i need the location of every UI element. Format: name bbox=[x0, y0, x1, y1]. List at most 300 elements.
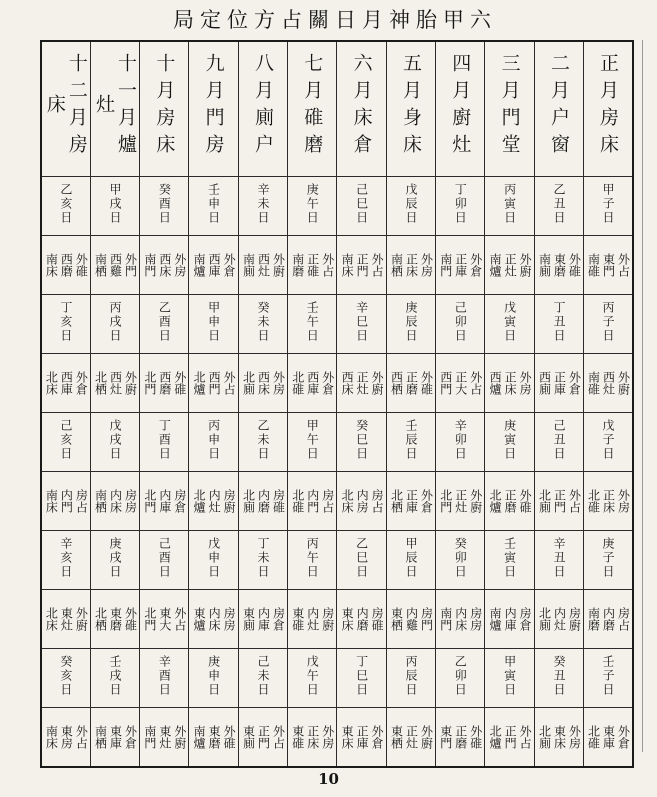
day-label: 庚申日 bbox=[206, 655, 221, 697]
gods-line: 北廁 bbox=[241, 489, 256, 513]
gods-line: 南廁 bbox=[537, 253, 552, 277]
day-cell bbox=[584, 649, 633, 708]
gods-line: 正碓 bbox=[305, 253, 320, 277]
gods-line: 南廁 bbox=[241, 253, 256, 277]
gods-line: 内雞 bbox=[404, 607, 419, 631]
day-label: 丁卯日 bbox=[453, 183, 468, 225]
gods-line: 西庫 bbox=[59, 371, 74, 395]
day-label: 乙亥日 bbox=[58, 183, 73, 225]
gods-line: 西庫 bbox=[305, 371, 320, 395]
day-cell bbox=[337, 649, 386, 708]
gods-line: 北爐 bbox=[488, 489, 503, 513]
day-cell bbox=[41, 177, 90, 236]
gods-line: 内門 bbox=[305, 489, 320, 513]
gods-line: 房碓 bbox=[370, 607, 385, 631]
gods-cell bbox=[238, 708, 287, 768]
gods-cell bbox=[584, 708, 633, 768]
gods-line: 外占 bbox=[74, 725, 89, 749]
gods-cell bbox=[386, 590, 435, 649]
gods-line: 東灶 bbox=[59, 607, 74, 631]
gods-lines bbox=[42, 253, 90, 277]
day-label: 壬申日 bbox=[206, 183, 221, 225]
gods-cell bbox=[41, 236, 90, 295]
gods-lines bbox=[91, 253, 139, 277]
gods-line: 内床 bbox=[108, 489, 123, 513]
day-label: 庚子日 bbox=[601, 537, 616, 579]
gods-lines bbox=[535, 371, 583, 395]
gods-line: 東碓 bbox=[290, 607, 305, 631]
month-label: 八月廁户 bbox=[251, 53, 274, 161]
gods-line: 南碓 bbox=[586, 371, 601, 395]
month-header-cell bbox=[238, 41, 287, 177]
gods-line: 房碓 bbox=[271, 489, 286, 513]
gods-lines bbox=[42, 725, 90, 749]
gods-line: 東門 bbox=[438, 725, 453, 749]
day-cell bbox=[288, 649, 337, 708]
day-label: 辛酉日 bbox=[157, 655, 172, 697]
gods-cell bbox=[337, 708, 386, 768]
day-label: 乙丑日 bbox=[551, 183, 566, 225]
day-cell bbox=[189, 177, 238, 236]
gods-line: 北門 bbox=[438, 489, 453, 513]
month-header-cell bbox=[436, 41, 485, 177]
month-label: 十二月房床 bbox=[43, 53, 88, 161]
gods-lines bbox=[239, 253, 287, 277]
day-cell bbox=[189, 531, 238, 590]
day-label: 壬戌日 bbox=[107, 655, 122, 697]
gods-line: 外倉 bbox=[616, 725, 631, 749]
day-cell bbox=[140, 177, 189, 236]
day-label: 癸巳日 bbox=[354, 419, 369, 461]
day-cell bbox=[41, 413, 90, 472]
gods-cell bbox=[436, 472, 485, 531]
gods-line: 正門 bbox=[355, 253, 370, 277]
gods-lines bbox=[584, 253, 632, 277]
gods-cell bbox=[189, 472, 238, 531]
gods-line: 西廁 bbox=[537, 371, 552, 395]
gods-line: 外廚 bbox=[518, 253, 533, 277]
day-cell bbox=[140, 531, 189, 590]
gods-cell bbox=[41, 708, 90, 768]
day-cell bbox=[337, 295, 386, 354]
gods-line: 北爐 bbox=[192, 371, 207, 395]
page-title: 局定位方占關日月神胎甲六 bbox=[173, 8, 497, 32]
day-cell bbox=[386, 413, 435, 472]
gods-cell bbox=[337, 236, 386, 295]
gods-cell bbox=[90, 354, 139, 413]
day-row bbox=[41, 295, 633, 354]
gods-line: 北爐 bbox=[488, 725, 503, 749]
day-label: 辛未日 bbox=[255, 183, 270, 225]
gods-line: 房房 bbox=[222, 607, 237, 631]
day-cell bbox=[485, 295, 534, 354]
day-label: 壬子日 bbox=[601, 655, 616, 697]
gods-line: 外碓 bbox=[518, 489, 533, 513]
day-label: 乙卯日 bbox=[453, 655, 468, 697]
day-label: 癸亥日 bbox=[58, 655, 73, 697]
gods-line: 外廚 bbox=[468, 489, 483, 513]
day-label: 丁未日 bbox=[255, 537, 270, 579]
gods-line: 南爐 bbox=[488, 607, 503, 631]
gods-lines bbox=[189, 489, 237, 513]
gods-line: 外倉 bbox=[468, 253, 483, 277]
month-header-cell bbox=[584, 41, 633, 177]
day-label: 甲戌日 bbox=[107, 183, 122, 225]
gods-line: 南門 bbox=[142, 725, 157, 749]
gods-lines bbox=[337, 607, 385, 631]
gods-lines bbox=[91, 725, 139, 749]
gods-lines bbox=[584, 725, 632, 749]
gods-line: 内床 bbox=[453, 607, 468, 631]
gods-line: 外占 bbox=[370, 253, 385, 277]
gods-lines bbox=[91, 607, 139, 631]
gods-line: 北碓 bbox=[586, 489, 601, 513]
gods-lines bbox=[436, 489, 484, 513]
gods-line: 南栖 bbox=[93, 253, 108, 277]
gods-line: 正床 bbox=[503, 371, 518, 395]
day-label: 甲午日 bbox=[305, 419, 320, 461]
gods-line: 内磨 bbox=[355, 607, 370, 631]
gods-line: 正灶 bbox=[404, 725, 419, 749]
gods-line: 房廚 bbox=[567, 607, 582, 631]
gods-line: 西磨 bbox=[59, 253, 74, 277]
day-cell bbox=[140, 649, 189, 708]
gods-cell bbox=[337, 590, 386, 649]
day-label: 癸未日 bbox=[255, 301, 270, 343]
gods-line: 房倉 bbox=[172, 489, 187, 513]
gods-line: 正大 bbox=[453, 371, 468, 395]
gods-line: 東碓 bbox=[290, 725, 305, 749]
gods-line: 内磨 bbox=[601, 607, 616, 631]
day-label: 己卯日 bbox=[453, 301, 468, 343]
gods-cell bbox=[337, 354, 386, 413]
gods-line: 南床 bbox=[44, 489, 59, 513]
day-cell bbox=[189, 649, 238, 708]
day-label: 辛亥日 bbox=[58, 537, 73, 579]
gods-cell bbox=[140, 236, 189, 295]
day-cell bbox=[436, 177, 485, 236]
day-row bbox=[41, 177, 633, 236]
day-label: 乙酉日 bbox=[157, 301, 172, 343]
gods-lines bbox=[140, 725, 188, 749]
gods-cell bbox=[386, 708, 435, 768]
day-cell bbox=[337, 413, 386, 472]
gods-cell bbox=[288, 236, 337, 295]
gods-lines bbox=[337, 253, 385, 277]
gods-lines bbox=[239, 607, 287, 631]
day-cell bbox=[485, 649, 534, 708]
gods-line: 北碓 bbox=[290, 371, 305, 395]
gods-line: 東爐 bbox=[192, 607, 207, 631]
day-label: 甲子日 bbox=[601, 183, 616, 225]
gods-line: 房房 bbox=[468, 607, 483, 631]
day-cell bbox=[386, 649, 435, 708]
gods-line: 外房 bbox=[616, 489, 631, 513]
gods-line: 房門 bbox=[419, 607, 434, 631]
day-cell bbox=[534, 177, 583, 236]
gods-cell bbox=[238, 590, 287, 649]
gods-row bbox=[41, 354, 633, 413]
gods-line: 北栖 bbox=[93, 607, 108, 631]
gods-lines bbox=[288, 725, 336, 749]
gods-cell bbox=[337, 472, 386, 531]
gods-line: 外占 bbox=[616, 253, 631, 277]
gods-lines bbox=[140, 253, 188, 277]
gods-line: 外廚 bbox=[616, 371, 631, 395]
day-cell bbox=[386, 177, 435, 236]
gods-line: 外碓 bbox=[172, 371, 187, 395]
day-label: 丙申日 bbox=[206, 419, 221, 461]
gods-cell bbox=[534, 354, 583, 413]
gods-line: 東磨 bbox=[552, 253, 567, 277]
month-label: 七月碓磨 bbox=[301, 53, 324, 161]
gods-lines bbox=[436, 725, 484, 749]
day-label: 己亥日 bbox=[58, 419, 73, 461]
page-number: 10 bbox=[318, 770, 339, 788]
gods-cell bbox=[238, 236, 287, 295]
day-label: 丙午日 bbox=[305, 537, 320, 579]
gods-line: 外廚 bbox=[271, 253, 286, 277]
month-label: 五月身床 bbox=[399, 53, 422, 161]
month-header-row bbox=[41, 41, 633, 177]
gods-line: 内灶 bbox=[305, 607, 320, 631]
gods-line: 東床 bbox=[552, 725, 567, 749]
gods-line: 外房 bbox=[419, 253, 434, 277]
gods-line: 南栖 bbox=[93, 725, 108, 749]
gods-line: 西庫 bbox=[207, 253, 222, 277]
month-label: 十一月爐灶 bbox=[92, 53, 137, 161]
gods-line: 外占 bbox=[468, 371, 483, 395]
gods-lines bbox=[387, 253, 435, 277]
gods-line: 外占 bbox=[271, 725, 286, 749]
gods-cell bbox=[90, 590, 139, 649]
day-cell bbox=[584, 531, 633, 590]
gods-lines bbox=[140, 607, 188, 631]
day-label: 辛丑日 bbox=[551, 537, 566, 579]
day-cell bbox=[90, 177, 139, 236]
day-label: 癸卯日 bbox=[453, 537, 468, 579]
day-label: 丙戌日 bbox=[107, 301, 122, 343]
day-cell bbox=[485, 531, 534, 590]
gods-cell bbox=[534, 708, 583, 768]
gods-line: 北門 bbox=[142, 489, 157, 513]
gods-line: 外占 bbox=[518, 725, 533, 749]
gods-line: 外倉 bbox=[320, 371, 335, 395]
day-label: 戊子日 bbox=[601, 419, 616, 461]
gods-line: 東廁 bbox=[241, 725, 256, 749]
gods-line: 北栖 bbox=[389, 489, 404, 513]
day-label: 己巳日 bbox=[354, 183, 369, 225]
gods-line: 東栖 bbox=[389, 725, 404, 749]
gods-cell bbox=[288, 354, 337, 413]
gods-lines bbox=[584, 371, 632, 395]
day-cell bbox=[386, 295, 435, 354]
gods-line: 正庫 bbox=[355, 725, 370, 749]
month-label: 九月門房 bbox=[202, 53, 225, 161]
day-label: 乙未日 bbox=[255, 419, 270, 461]
gods-line: 内磨 bbox=[256, 489, 271, 513]
gods-line: 北門 bbox=[142, 607, 157, 631]
gods-lines bbox=[535, 253, 583, 277]
gods-cell bbox=[90, 236, 139, 295]
gods-cell bbox=[189, 236, 238, 295]
day-cell bbox=[534, 649, 583, 708]
month-label: 二月户窗 bbox=[547, 53, 570, 161]
gods-line: 西灶 bbox=[601, 371, 616, 395]
month-header-cell bbox=[140, 41, 189, 177]
day-label: 戊戌日 bbox=[107, 419, 122, 461]
gods-cell bbox=[534, 472, 583, 531]
gods-line: 正門 bbox=[256, 725, 271, 749]
day-label: 壬辰日 bbox=[403, 419, 418, 461]
gods-line: 南門 bbox=[438, 253, 453, 277]
gods-line: 房占 bbox=[370, 489, 385, 513]
gods-lines bbox=[535, 489, 583, 513]
gods-line: 西門 bbox=[438, 371, 453, 395]
day-label: 丁亥日 bbox=[58, 301, 73, 343]
day-label: 丁丑日 bbox=[551, 301, 566, 343]
gods-lines bbox=[387, 489, 435, 513]
gods-line: 外碓 bbox=[74, 253, 89, 277]
gods-cell bbox=[485, 590, 534, 649]
day-row bbox=[41, 531, 633, 590]
gods-cell bbox=[238, 472, 287, 531]
gods-line: 外廚 bbox=[172, 725, 187, 749]
gods-cell bbox=[584, 472, 633, 531]
gods-line: 外占 bbox=[222, 371, 237, 395]
day-cell bbox=[140, 413, 189, 472]
gods-line: 東床 bbox=[340, 607, 355, 631]
day-label: 癸酉日 bbox=[157, 183, 172, 225]
gods-line: 房占 bbox=[74, 489, 89, 513]
month-header-cell bbox=[189, 41, 238, 177]
day-row bbox=[41, 413, 633, 472]
gods-lines bbox=[436, 371, 484, 395]
day-cell bbox=[584, 177, 633, 236]
gods-cell bbox=[189, 590, 238, 649]
day-cell bbox=[288, 295, 337, 354]
gods-line: 南栖 bbox=[93, 489, 108, 513]
gods-cell bbox=[386, 236, 435, 295]
gods-cell bbox=[584, 354, 633, 413]
gods-lines bbox=[485, 607, 533, 631]
gods-lines bbox=[387, 725, 435, 749]
day-row bbox=[41, 649, 633, 708]
gods-cell bbox=[140, 708, 189, 768]
gods-line: 外占 bbox=[567, 489, 582, 513]
gods-cell bbox=[288, 590, 337, 649]
gods-line: 西床 bbox=[157, 253, 172, 277]
gods-line: 正庫 bbox=[453, 253, 468, 277]
gods-line: 南磨 bbox=[586, 607, 601, 631]
day-cell bbox=[436, 649, 485, 708]
day-cell bbox=[41, 295, 90, 354]
gods-cell bbox=[189, 354, 238, 413]
gods-lines bbox=[239, 489, 287, 513]
gods-lines bbox=[485, 253, 533, 277]
gods-lines bbox=[485, 489, 533, 513]
gods-line: 外倉 bbox=[222, 253, 237, 277]
gods-cell bbox=[90, 708, 139, 768]
month-header-cell bbox=[485, 41, 534, 177]
gods-line: 北床 bbox=[44, 371, 59, 395]
day-label: 甲寅日 bbox=[502, 655, 517, 697]
gods-cell bbox=[485, 236, 534, 295]
gods-lines bbox=[584, 607, 632, 631]
day-cell bbox=[288, 177, 337, 236]
gods-line: 北栖 bbox=[93, 371, 108, 395]
month-header-cell bbox=[337, 41, 386, 177]
gods-lines bbox=[189, 725, 237, 749]
day-label: 辛巳日 bbox=[354, 301, 369, 343]
gods-line: 東灶 bbox=[157, 725, 172, 749]
gods-cell bbox=[189, 708, 238, 768]
gods-line: 西門 bbox=[207, 371, 222, 395]
gods-line: 房倉 bbox=[518, 607, 533, 631]
gods-line: 外碓 bbox=[419, 371, 434, 395]
day-label: 己未日 bbox=[255, 655, 270, 697]
gods-lines bbox=[239, 371, 287, 395]
day-label: 庚辰日 bbox=[403, 301, 418, 343]
day-cell bbox=[386, 531, 435, 590]
gods-lines bbox=[387, 371, 435, 395]
gods-line: 南磨 bbox=[290, 253, 305, 277]
gods-line: 房廚 bbox=[320, 607, 335, 631]
gods-line: 内房 bbox=[355, 489, 370, 513]
gods-line: 北爐 bbox=[192, 489, 207, 513]
day-cell bbox=[140, 295, 189, 354]
gods-line: 西磨 bbox=[157, 371, 172, 395]
gods-lines bbox=[337, 371, 385, 395]
gods-cell bbox=[288, 472, 337, 531]
gods-line: 北廁 bbox=[537, 607, 552, 631]
day-cell bbox=[534, 531, 583, 590]
gods-cell bbox=[90, 472, 139, 531]
day-cell bbox=[238, 649, 287, 708]
gods-line: 外門 bbox=[123, 253, 138, 277]
gods-cell bbox=[485, 708, 534, 768]
gods-line: 内灶 bbox=[207, 489, 222, 513]
gods-cell bbox=[436, 590, 485, 649]
gods-line: 正床 bbox=[305, 725, 320, 749]
gods-cell bbox=[584, 590, 633, 649]
gods-line: 東庫 bbox=[601, 725, 616, 749]
gods-line: 外房 bbox=[271, 371, 286, 395]
day-cell bbox=[337, 531, 386, 590]
gods-line: 正門 bbox=[552, 489, 567, 513]
gods-cell bbox=[485, 354, 534, 413]
gods-cell bbox=[288, 708, 337, 768]
gods-cell bbox=[584, 236, 633, 295]
gods-cell bbox=[41, 472, 90, 531]
gods-row bbox=[41, 590, 633, 649]
day-cell bbox=[238, 531, 287, 590]
gods-row bbox=[41, 708, 633, 768]
month-header-cell bbox=[288, 41, 337, 177]
gods-line: 東門 bbox=[601, 253, 616, 277]
gods-line: 東庫 bbox=[108, 725, 123, 749]
gods-lines bbox=[189, 371, 237, 395]
gods-lines bbox=[42, 371, 90, 395]
gods-cell bbox=[436, 236, 485, 295]
day-label: 乙巳日 bbox=[354, 537, 369, 579]
gods-cell bbox=[534, 590, 583, 649]
day-label: 壬寅日 bbox=[502, 537, 517, 579]
day-label: 戊午日 bbox=[305, 655, 320, 697]
gods-line: 正灶 bbox=[503, 253, 518, 277]
gods-row bbox=[41, 236, 633, 295]
day-label: 庚寅日 bbox=[502, 419, 517, 461]
